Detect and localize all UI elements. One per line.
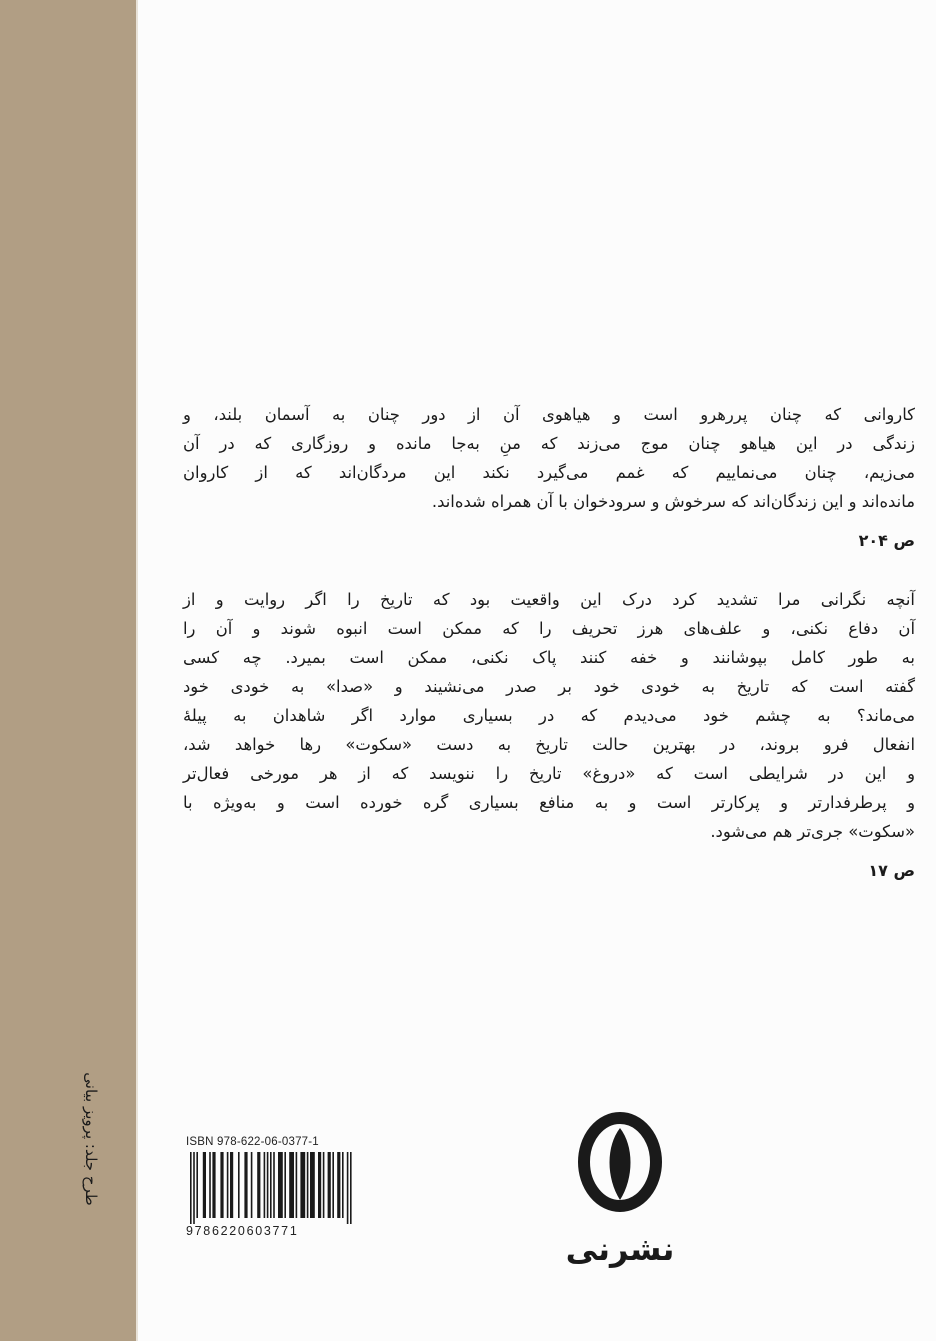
quote-line: کاروانی که چنان پررهرو است و هیاهوی آن از دور چنان به آسمان بلند، و [183,405,915,424]
barcode-bar [220,1152,223,1218]
barcode-bar [190,1152,192,1224]
quote-line: مانده‌اند و این زندگان‌اند که سرخوش و سرودخوان با آن همراه شده‌اند. [431,492,915,511]
barcode-bar [244,1152,247,1218]
page-reference: ص ۲۰۴ [858,531,915,550]
barcode-bar [323,1152,325,1218]
barcode-bar [318,1152,321,1218]
barcode-bar [273,1152,275,1218]
barcode-icon [186,1152,442,1224]
barcode-bar [310,1152,315,1218]
barcode-bar [289,1152,294,1218]
quote-block-1 [183,400,915,555]
reed-drop-logo-icon [560,1100,680,1225]
barcode-bar [196,1152,198,1218]
barcode-bar [227,1152,229,1218]
barcode-bar [251,1152,253,1218]
barcode-bar [347,1152,349,1224]
barcode-bar [193,1152,195,1224]
quote-line: زندگی در این هیاهو چنان موج می‌زند که منِ به‌جا مانده و روزگاری که در آن [183,434,915,453]
quote-block-2 [183,585,915,885]
barcode-bar [267,1152,269,1218]
barcode-bar [238,1152,240,1218]
cover-designer-credit: طرح جلد: پرویز بیانی [82,1072,100,1206]
quote-line: آن دفاع نکنی، و علف‌های هرز تحریف را که ممکن است انبوه شوند و آن را [183,619,915,638]
publisher-logo [560,1100,680,1280]
quote-line: گفته است که تاریخ به خودی خود بر صدر می‌نشیند و «صدا» به خودی خود [183,677,915,696]
barcode-bar [284,1152,286,1218]
isbn-label: ISBN 978-622-06-0377-1 [186,1136,319,1148]
quote-line: انفعال فرو بروند، در بهترین حالت تاریخ به دست «سکوت» رها خواهد شد، [183,735,915,754]
quote-line: به طور کامل بپوشانند و خفه کنند پاک نکنی، ممکن است بمیرد. چه کسی [183,648,915,667]
barcode-bar [257,1152,260,1218]
quote-line: می‌زیم، چنان می‌نماییم که غمم می‌گیرد نکند این مردگان‌اند که از کاروان [183,463,915,482]
barcode-digits: 9786220603771 [186,1224,299,1238]
barcode-bar [350,1152,352,1224]
quote-line: و این در شرایطی است که «دروغ» تاریخ را ننویسد که از هر مورخی فعال‌تر [183,764,915,783]
barcode-bar [307,1152,309,1218]
barcode-bar [296,1152,298,1218]
barcode-bar [270,1152,272,1218]
barcode-bar [332,1152,334,1218]
barcode-bar [264,1152,266,1218]
quote-line: و پرطرفدارتر و پرکارتر است و به منافع بسیاری گره خورده است و به‌ویژه با [183,793,915,812]
quote-line: آنچه نگرانی مرا تشدید کرد درک این واقعیت بود که تاریخ را اگر روایت و از [183,590,915,609]
barcode-bar [342,1152,344,1218]
page-reference: ص ۱۷ [868,861,915,880]
spine-band [0,0,136,1341]
publisher-name: نشرنی [565,1230,675,1268]
spine-edge [136,0,138,1341]
isbn-barcode-block [186,1136,442,1246]
quote-line: «سکوت» جری‌تر هم می‌شود. [710,822,915,841]
barcode-bar [203,1152,206,1218]
barcode-bar [230,1152,233,1218]
barcode-bar [212,1152,215,1218]
quote-line: می‌ماند؟ به چشم خود می‌دیدم که در بسیاری موارد اگر شاهدان به پیلهٔ [183,706,915,725]
barcode-bar [209,1152,211,1218]
barcode-bar [328,1152,331,1218]
barcode-bar [278,1152,283,1218]
barcode-bar [300,1152,305,1218]
barcode-bar [337,1152,340,1218]
